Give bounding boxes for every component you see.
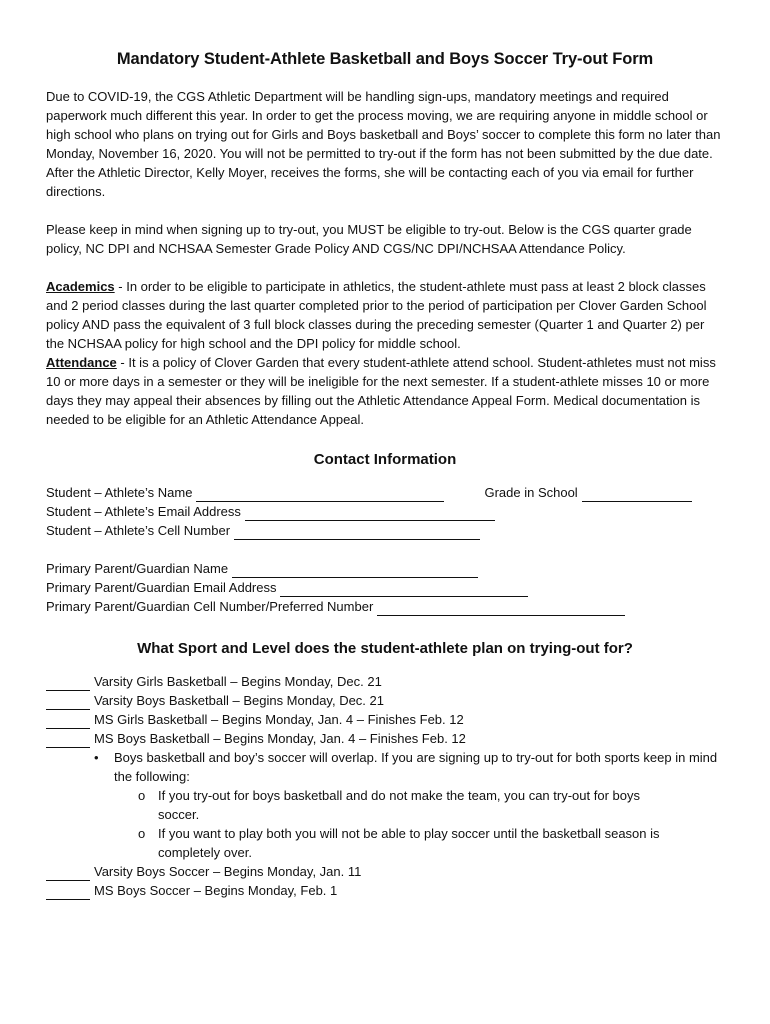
- parent-email-label: Primary Parent/Guardian Email Address: [46, 580, 277, 595]
- student-cell-row: [46, 521, 724, 540]
- student-name-row: [46, 483, 724, 502]
- attendance-label: Attendance: [46, 355, 117, 370]
- student-cell-field[interactable]: [234, 525, 480, 540]
- sub-note: [46, 824, 724, 862]
- sub-note-text: If you want to play both you will not be able to play soccer until the basketball season is completely over.: [158, 826, 660, 860]
- bullet-icon: •: [94, 750, 99, 765]
- parent-cell-label: Primary Parent/Guardian Cell Number/Preferred Number: [46, 599, 374, 614]
- student-name-label: Student – Athlete’s Name: [46, 485, 193, 500]
- sport-option: [46, 881, 724, 900]
- sport-checkline[interactable]: [46, 714, 90, 729]
- parent-name-field[interactable]: [232, 563, 478, 578]
- parent-email-row: [46, 578, 724, 597]
- sport-checkline[interactable]: [46, 866, 90, 881]
- student-name-field[interactable]: [196, 487, 444, 502]
- student-cell-label: Student – Athlete’s Cell Number: [46, 523, 231, 538]
- sport-checkline[interactable]: [46, 676, 90, 691]
- parent-name-label: Primary Parent/Guardian Name: [46, 561, 229, 576]
- academics-label: Academics: [46, 279, 115, 294]
- parent-cell-row: [46, 597, 724, 616]
- grade-label: Grade in School: [484, 485, 578, 500]
- overlap-note: [46, 748, 724, 786]
- overlap-note-text: Boys basketball and boy’s soccer will overlap. If you are signing up to try-out for both sports keep in mind the following:: [114, 750, 718, 784]
- sport-option: [46, 729, 724, 748]
- circle-bullet-icon: o: [138, 826, 146, 841]
- intro-paragraph: Due to COVID-19, the CGS Athletic Department will be handling sign-ups, mandatory meetings and required paperwork much different this year. In order to get the process moving, we are requiring anyone in middle school or high school who plans on trying out for Girls and Boys basketball and Boys’ soccer to complete this form no later than Monday, November 16, 2020. You will not be permitted to try-out if the form has not been submitted by the due date. After the Athletic Director, Kelly Moyer, receives the forms, she will be contacting each of you via email for further directions.: [46, 89, 721, 199]
- sport-checkline[interactable]: [46, 695, 90, 710]
- sport-option-label: MS Boys Basketball – Begins Monday, Jan. 4 – Finishes Feb. 12: [94, 731, 466, 746]
- sports-heading: What Sport and Level does the student-athlete plan on trying-out for?: [137, 640, 633, 657]
- sport-option: [46, 691, 724, 710]
- sport-option-label: MS Boys Soccer – Begins Monday, Feb. 1: [94, 883, 338, 898]
- sport-option: [46, 672, 724, 691]
- parent-name-row: [46, 559, 724, 578]
- parent-cell-field[interactable]: [377, 601, 625, 616]
- academics-paragraph: [46, 277, 724, 353]
- sport-checkline[interactable]: [46, 885, 90, 900]
- eligibility-paragraph: Please keep in mind when signing up to try-out, you MUST be eligible to try-out. Below is the CGS quarter grade policy, NC DPI and NCHSAA Semester Grade Policy AND CGS/NC DPI/NCHSAA Attendance Policy.: [46, 222, 692, 256]
- sport-checkline[interactable]: [46, 733, 90, 748]
- sport-option-label: Varsity Boys Soccer – Begins Monday, Jan. 11: [94, 864, 362, 879]
- attendance-text: - It is a policy of Clover Garden that every student-athlete attend school. Student-athletes must not miss 10 or more days in a semester or they will be ineligible for the next semester. If a student-athlete misses 10 or more days they may appeal their absences by filling out the Athletic Attendance Appeal Form. Medical documentation is needed to be eligible for an Athletic Attendance Appeal.: [46, 355, 716, 427]
- sub-note: [46, 786, 724, 824]
- contact-heading: Contact Information: [313, 451, 457, 468]
- student-email-label: Student – Athlete’s Email Address: [46, 504, 241, 519]
- sport-option: [46, 862, 724, 881]
- form-title: Mandatory Student-Athlete Basketball and Boys Soccer Try-out Form: [116, 50, 654, 68]
- parent-email-field[interactable]: [280, 582, 528, 597]
- sport-option-label: MS Girls Basketball – Begins Monday, Jan. 4 – Finishes Feb. 12: [94, 712, 464, 727]
- sport-option-label: Varsity Boys Basketball – Begins Monday, Dec. 21: [94, 693, 384, 708]
- circle-bullet-icon: o: [138, 788, 146, 803]
- student-email-field[interactable]: [245, 506, 495, 521]
- sub-note-text: If you try-out for boys basketball and do not make the team, you can try-out for boys soccer.: [158, 788, 640, 822]
- sport-option-label: Varsity Girls Basketball – Begins Monday, Dec. 21: [94, 674, 382, 689]
- student-email-row: [46, 502, 724, 521]
- academics-text: - In order to be eligible to participate in athletics, the student-athlete must pass at least 2 block classes and 2 period classes during the last quarter completed prior to the period of participation per Clover Garden School policy AND pass the equivalent of 3 full block classes during the preceding semester (Quarter 1 and Quarter 2) per the NCHSAA policy for high school and the DPI policy for middle school.: [46, 279, 707, 351]
- attendance-paragraph: [46, 353, 724, 429]
- grade-field[interactable]: [582, 487, 692, 502]
- sport-option: [46, 710, 724, 729]
